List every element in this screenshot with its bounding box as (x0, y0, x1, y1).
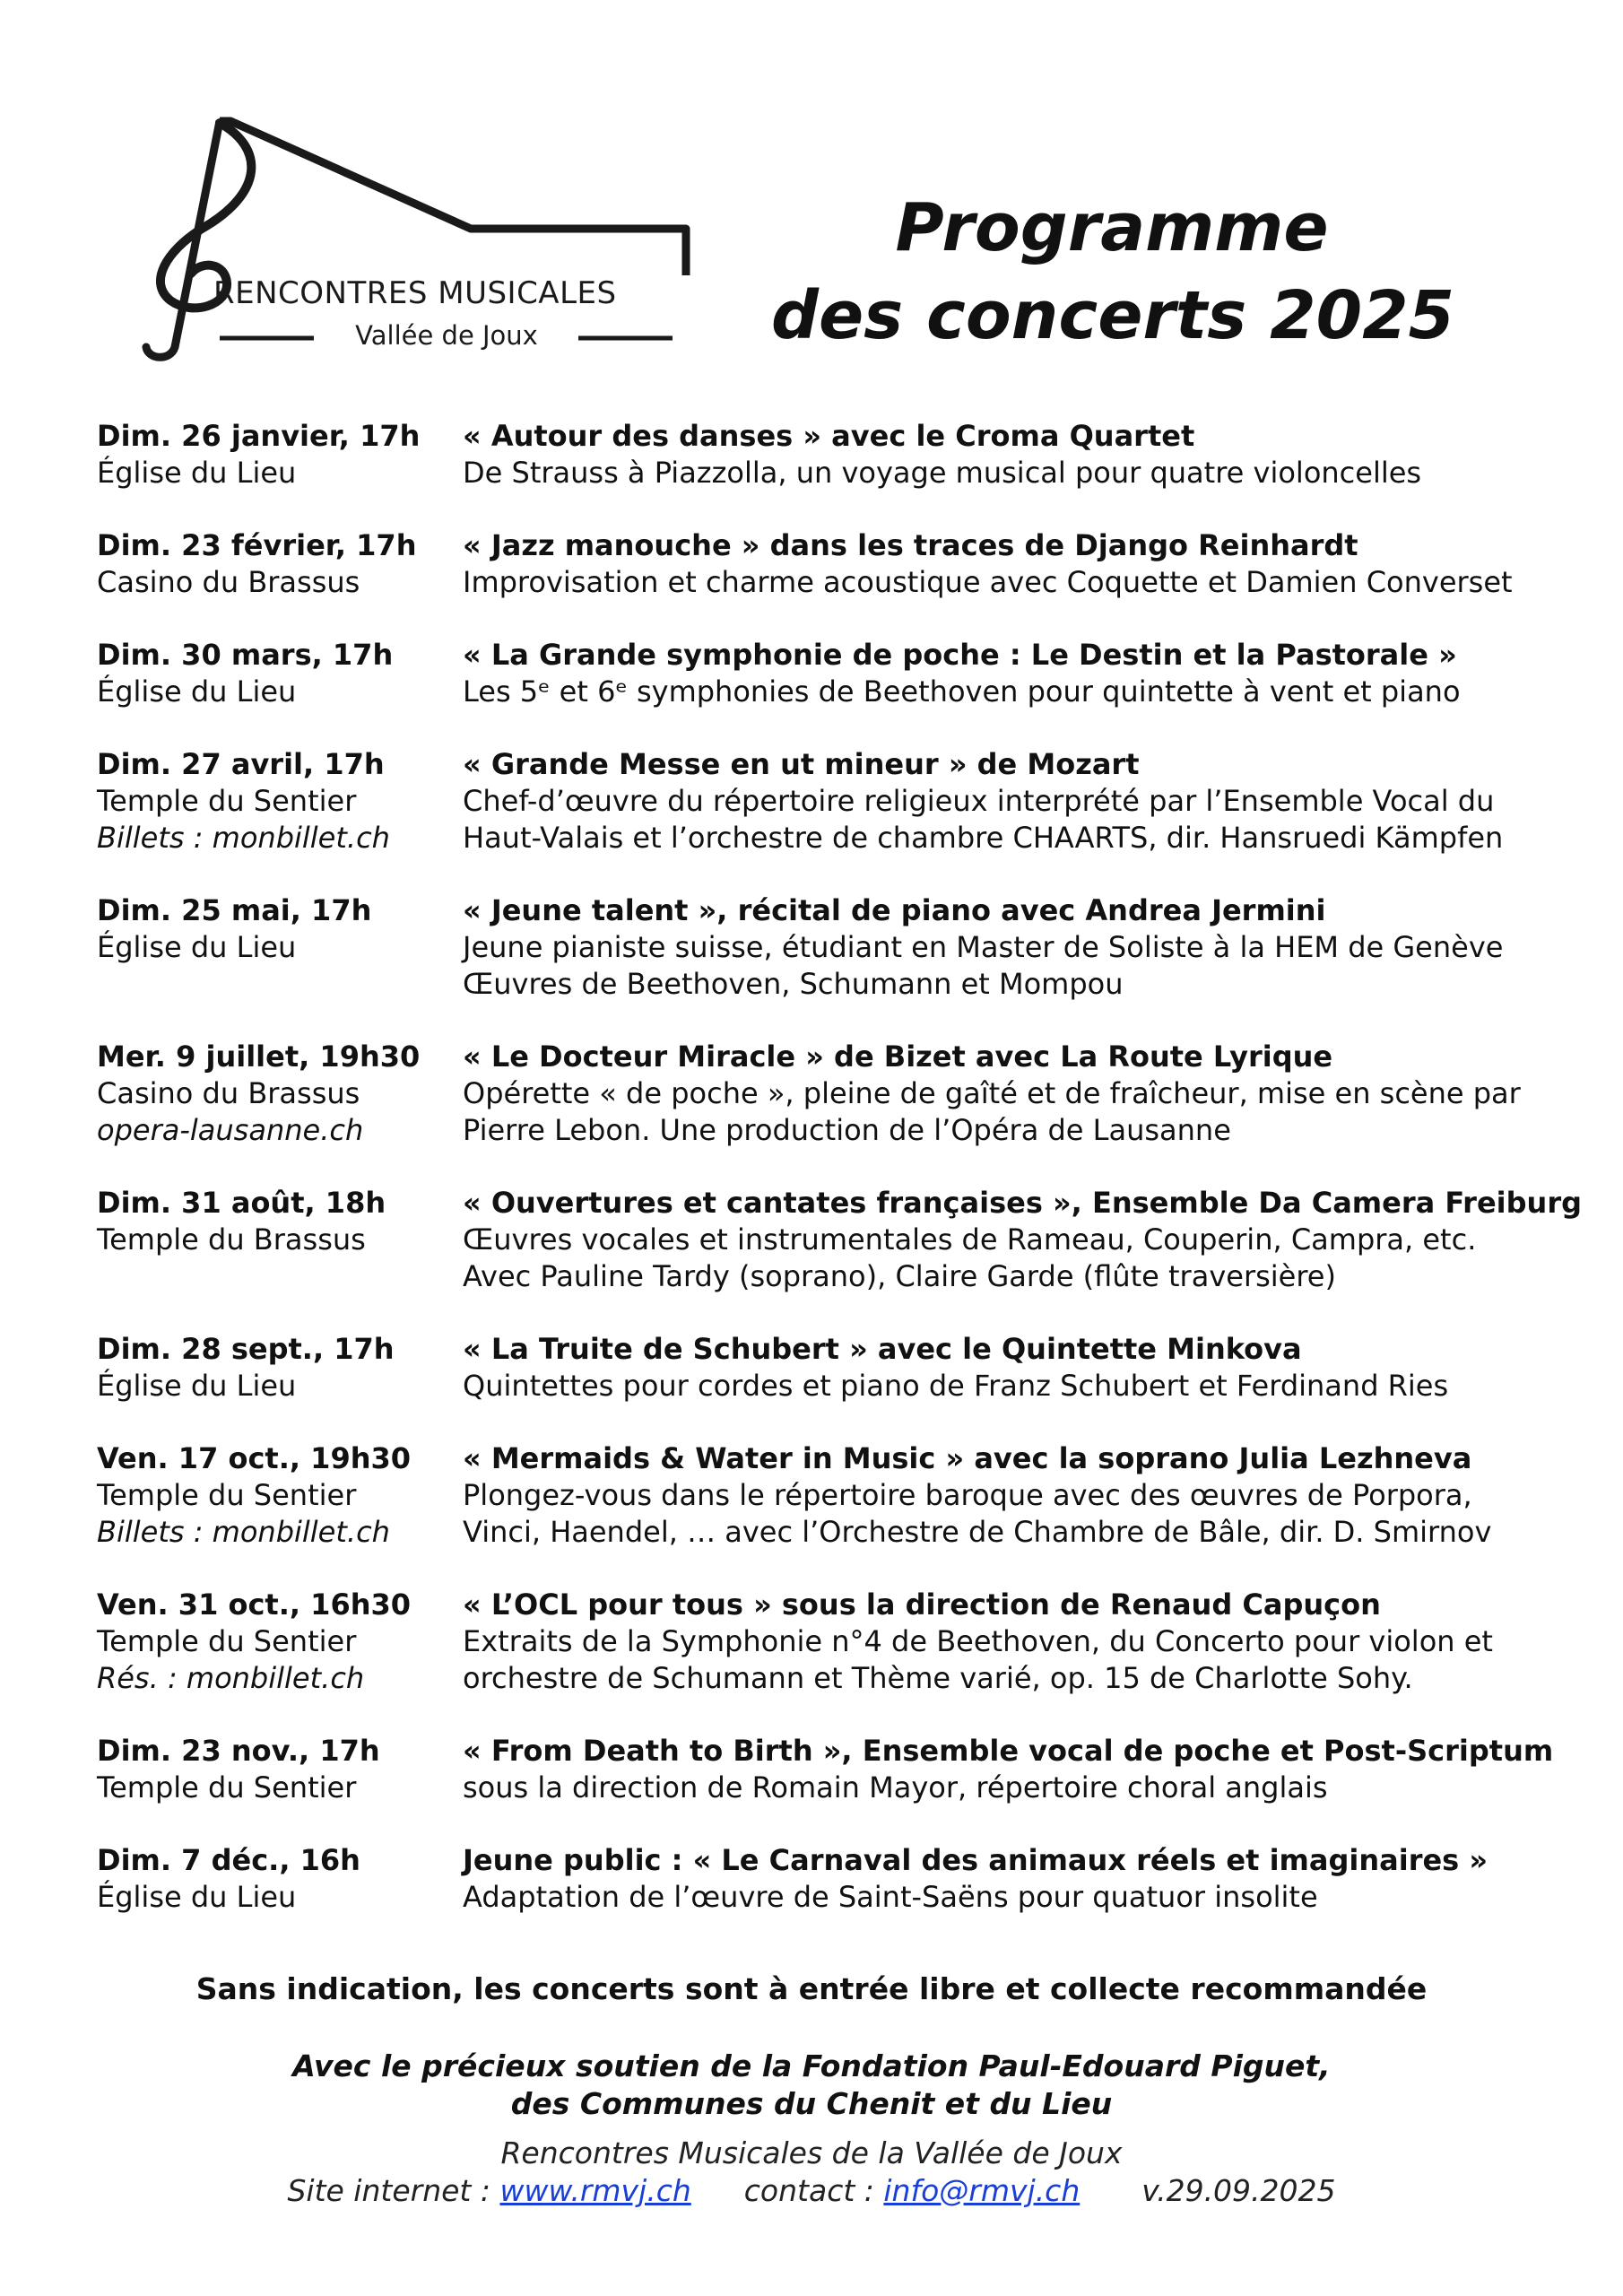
concert-date: Dim. 23 nov., 17h (97, 1734, 380, 1768)
concert-title: « La Grande symphonie de poche : Le Destin et la Pastorale » (463, 638, 1457, 672)
concert-description: Improvisation et charme acoustique avec Coquette et Damien Converset (463, 565, 1513, 599)
concert-date: Mer. 9 juillet, 19h30 (97, 1039, 421, 1074)
concert-venue: Temple du Sentier (97, 1624, 357, 1658)
concert-details (463, 1440, 1585, 1551)
concert-description: Œuvres vocales et instrumentales de Rameau, Couperin, Campra, etc. (463, 1222, 1477, 1257)
concert-venue: Temple du Brassus (97, 1222, 366, 1257)
concert-ticket-info: Billets : monbillet.ch (97, 821, 390, 855)
concert-title: « Le Docteur Miracle » de Bizet avec La Route Lyrique (463, 1039, 1333, 1074)
concert-description: Avec Pauline Tardy (soprano), Claire Garde (flûte traversière) (463, 1259, 1336, 1293)
contact-label: contact : (743, 2173, 874, 2208)
concert-date: Dim. 23 février, 17h (97, 528, 417, 562)
concert-when-where (97, 892, 463, 1003)
concert-description: Adaptation de l’œuvre de Saint-Saëns pour quatuor insolite (463, 1880, 1318, 1914)
concert-description: Chef-d’œuvre du répertoire religieux interprété par l’Ensemble Vocal du (463, 784, 1495, 818)
title-line1: Programme (895, 189, 1329, 266)
concert-title: « From Death to Birth », Ensemble vocal de poche et Post-Scriptum (463, 1734, 1554, 1768)
concert-details (463, 1587, 1585, 1697)
page-title (771, 184, 1453, 360)
concert-title: Jeune public : « Le Carnaval des animaux réels et imaginaires » (463, 1843, 1488, 1877)
concert-description: Extraits de la Symphonie n°4 de Beethoven, du Concerto pour violon et (463, 1624, 1493, 1658)
footer-contact (0, 2172, 1623, 2210)
version-label: v.29.09.2025 (1141, 2173, 1336, 2208)
support-line2: des Communes du Chenit et du Lieu (510, 2086, 1113, 2121)
concert-date: Dim. 25 mai, 17h (97, 893, 372, 927)
concert-when-where (97, 1587, 463, 1697)
concert-when-where (97, 527, 463, 601)
concert-when-where (97, 1185, 463, 1295)
concert-item (97, 637, 1585, 710)
concert-date: Ven. 31 oct., 16h30 (97, 1587, 412, 1622)
concert-ticket-info: opera-lausanne.ch (97, 1113, 364, 1147)
concert-venue: Église du Lieu (97, 456, 297, 490)
concert-date: Dim. 30 mars, 17h (97, 638, 394, 672)
concert-venue: Casino du Brassus (97, 565, 360, 599)
concert-venue: Casino du Brassus (97, 1076, 360, 1110)
concert-description: Haut-Valais et l’orchestre de chambre CHAARTS, dir. Hansruedi Kämpfen (463, 821, 1504, 855)
concert-title: « Jeune talent », récital de piano avec Andrea Jermini (463, 893, 1326, 927)
concert-date: Dim. 27 avril, 17h (97, 747, 385, 781)
concert-description: orchestre de Schumann et Thème varié, op. 15 de Charlotte Sohy. (463, 1661, 1413, 1695)
concert-details (463, 418, 1585, 491)
concert-description: Pierre Lebon. Une production de l’Opéra de Lausanne (463, 1113, 1231, 1147)
logo-subtitle: Vallée de Joux (355, 320, 538, 351)
concert-item (97, 892, 1585, 1003)
concert-when-where (97, 1733, 463, 1806)
concert-title: « La Truite de Schubert » avec le Quintette Minkova (463, 1332, 1302, 1366)
logo (130, 112, 704, 363)
concert-date: Dim. 28 sept., 17h (97, 1332, 395, 1366)
support-note (0, 2048, 1623, 2123)
concert-description: Quintettes pour cordes et piano de Franz Schubert et Ferdinand Ries (463, 1369, 1449, 1403)
concert-item (97, 527, 1585, 601)
concert-description: Vinci, Haendel, … avec l’Orchestre de Chambre de Bâle, dir. D. Smirnov (463, 1515, 1492, 1549)
concert-venue: Église du Lieu (97, 674, 297, 709)
concert-venue: Temple du Sentier (97, 1478, 357, 1512)
site-link[interactable]: www.rmvj.ch (499, 2173, 691, 2208)
concert-description: sous la direction de Romain Mayor, répertoire choral anglais (463, 1770, 1328, 1805)
concert-ticket-info: Rés. : monbillet.ch (97, 1661, 365, 1695)
concert-description: Les 5ᵉ et 6ᵉ symphonies de Beethoven pour quintette à vent et piano (463, 674, 1461, 709)
concert-description: Jeune pianiste suisse, étudiant en Master de Soliste à la HEM de Genève (463, 930, 1504, 964)
concert-details (463, 892, 1585, 1003)
concert-ticket-info: Billets : monbillet.ch (97, 1515, 390, 1549)
concert-description: Opérette « de poche », pleine de gaîté et de fraîcheur, mise en scène par (463, 1076, 1521, 1110)
concert-title: « Mermaids & Water in Music » avec la soprano Julia Lezhneva (463, 1441, 1472, 1475)
concert-item (97, 418, 1585, 491)
concert-item (97, 1733, 1585, 1806)
concert-when-where (97, 1039, 463, 1149)
concert-venue: Temple du Sentier (97, 784, 357, 818)
concert-item (97, 746, 1585, 857)
concert-when-where (97, 418, 463, 491)
concert-title: « Ouvertures et cantates françaises », Ensemble Da Camera Freiburg (463, 1186, 1582, 1220)
concert-item (97, 1039, 1585, 1149)
concert-details (463, 1733, 1585, 1806)
concert-item (97, 1185, 1585, 1295)
concert-details (463, 1185, 1585, 1295)
site-label: Site internet : (287, 2173, 490, 2208)
support-line1: Avec le précieux soutien de la Fondation Paul-Edouard Piguet, (292, 2048, 1331, 2083)
logo-name: RENCONTRES MUSICALES (213, 275, 617, 311)
concert-venue: Église du Lieu (97, 1369, 297, 1403)
concert-description: De Strauss à Piazzolla, un voyage musical pour quatre violoncelles (463, 456, 1422, 490)
title-line2: des concerts 2025 (771, 277, 1455, 354)
contact-link[interactable]: info@rmvj.ch (883, 2173, 1081, 2208)
concert-title: « Grande Messe en ut mineur » de Mozart (463, 747, 1140, 781)
concert-when-where (97, 1842, 463, 1916)
concert-details (463, 1842, 1585, 1916)
concert-details (463, 746, 1585, 857)
concert-item (97, 1587, 1585, 1697)
concert-details (463, 637, 1585, 710)
concert-description: Plongez-vous dans le répertoire baroque avec des œuvres de Porpora, (463, 1478, 1472, 1512)
concert-details (463, 527, 1585, 601)
concert-details (463, 1039, 1585, 1149)
concert-item (97, 1842, 1585, 1916)
concert-date: Dim. 26 janvier, 17h (97, 419, 421, 453)
concert-title: « Autour des danses » avec le Croma Quartet (463, 419, 1195, 453)
footer-org: Rencontres Musicales de la Vallée de Joux (500, 2135, 1123, 2170)
concert-title: « L’OCL pour tous » sous la direction de Renaud Capuçon (463, 1587, 1381, 1622)
concert-date: Dim. 31 août, 18h (97, 1186, 386, 1220)
concert-item (97, 1440, 1585, 1551)
concert-item (97, 1331, 1585, 1405)
concert-when-where (97, 637, 463, 710)
concert-venue: Temple du Sentier (97, 1770, 357, 1805)
concert-date: Dim. 7 déc., 16h (97, 1843, 360, 1877)
concert-title: « Jazz manouche » dans les traces de Django Reinhardt (463, 528, 1358, 562)
concert-details (463, 1331, 1585, 1405)
concert-when-where (97, 1440, 463, 1551)
concert-when-where (97, 1331, 463, 1405)
concert-venue: Église du Lieu (97, 1880, 297, 1914)
concert-description: Œuvres de Beethoven, Schumann et Mompou (463, 967, 1124, 1001)
concert-list (97, 418, 1585, 1952)
free-entry-note: Sans indication, les concerts sont à entrée libre et collecte recommandée (195, 1971, 1428, 2006)
concert-when-where (97, 746, 463, 857)
concert-venue: Église du Lieu (97, 930, 297, 964)
concert-date: Ven. 17 oct., 19h30 (97, 1441, 412, 1475)
